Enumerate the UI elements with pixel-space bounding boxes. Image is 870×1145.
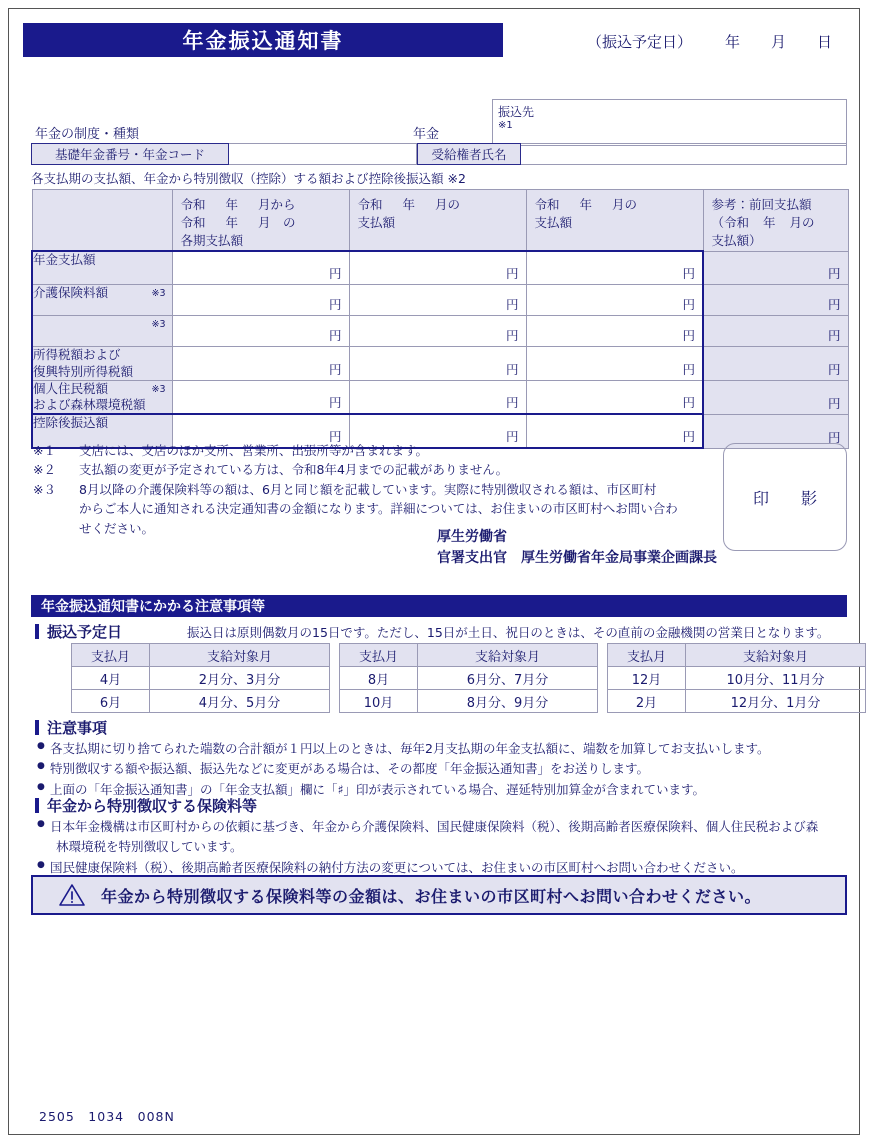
table-row bbox=[32, 285, 848, 316]
due-date-year: 年 bbox=[725, 33, 741, 51]
seal-box bbox=[723, 443, 847, 551]
row-label-text-line1: 個人住民税額 bbox=[33, 380, 109, 396]
col1-amount-label: 各期支払額 bbox=[180, 233, 244, 249]
footnote-3-cont1: からご本人に通知される決定通知書の金額になります。詳細については、お住まいの市区町村へお問い合わ bbox=[79, 501, 678, 517]
col2-month: 月の bbox=[435, 197, 461, 212]
table-row bbox=[72, 667, 866, 690]
cell-blank-insurance-month3[interactable] bbox=[526, 316, 703, 347]
schedule-target-month: 2月分、3月分 bbox=[150, 667, 330, 690]
header-period-column bbox=[172, 190, 349, 252]
footer-code: 2505 1034 008N bbox=[39, 1109, 175, 1124]
row-label-pension-payment bbox=[32, 251, 172, 285]
schedule-gap bbox=[598, 690, 608, 713]
footnote-mark: ※3 bbox=[151, 383, 166, 395]
list-item: ● 各支払期に切り捨てられた端数の合計額が１円以上のときは、毎年2月支払期の年金支払額に、端数を加算してお支払いします。 bbox=[37, 739, 852, 759]
row-label-text-line2: 復興特別所得税額 bbox=[33, 363, 134, 379]
list-item: ● 国民健康保険料（税）、後期高齢者医療保険料の納付方法の変更については、お住まいの市区町村へお問い合わせください。 bbox=[37, 858, 852, 878]
cell-pension-payment-month3[interactable] bbox=[526, 251, 703, 285]
schedule-gap bbox=[330, 690, 340, 713]
col2-amount-label: 支払額 bbox=[357, 215, 396, 231]
footnotes-block bbox=[33, 441, 723, 538]
col2-year: 年 bbox=[402, 197, 416, 212]
col4-year: 年 bbox=[763, 215, 776, 231]
amounts-table bbox=[31, 189, 849, 449]
yen-symbol: 円 bbox=[682, 395, 695, 411]
scheduled-transfer-date-label: （振込予定日） bbox=[587, 33, 693, 51]
cell-blank-insurance-reference[interactable] bbox=[703, 316, 848, 347]
cell-nursing-care-month2[interactable] bbox=[349, 285, 526, 316]
schedule-target-month: 8月分、9月分 bbox=[418, 690, 598, 713]
list-item: ● 上面の「年金振込通知書」の「年金支払額」欄に「♯」印が表示されている場合、遅延特別加算金が含まれています。 bbox=[37, 780, 852, 800]
cell-pension-payment-reference[interactable] bbox=[703, 251, 848, 285]
footnote-mark: ※3 bbox=[151, 288, 166, 300]
yen-symbol: 円 bbox=[827, 297, 841, 313]
col4-amount-label: 支払額） bbox=[711, 233, 762, 249]
yen-symbol: 円 bbox=[505, 361, 519, 377]
yen-symbol: 円 bbox=[827, 395, 841, 411]
yen-symbol: 円 bbox=[328, 429, 342, 445]
table-row bbox=[32, 316, 848, 347]
schedule-header-pay-month-3: 支払月 bbox=[608, 644, 686, 667]
footnote-2-mark: ※２ bbox=[33, 462, 56, 478]
row-label-blank-insurance bbox=[32, 316, 172, 347]
schedule-note: 振込日は原則偶数月の15日です。ただし、15日が土日、祝日のときは、その直前の金融機関の営業日となります。 bbox=[187, 625, 830, 640]
footnote-2-text: 支払額の変更が予定されている方は、令和8年4月までの記載がありません。 bbox=[79, 462, 509, 478]
yen-symbol: 円 bbox=[827, 429, 841, 445]
header-reference-column bbox=[703, 190, 848, 252]
footnote-3 bbox=[33, 480, 723, 499]
yen-symbol: 円 bbox=[682, 361, 695, 377]
footnote-1 bbox=[33, 441, 723, 460]
yen-symbol: 円 bbox=[328, 266, 342, 282]
schedule-pay-month: 4月 bbox=[72, 667, 150, 690]
amounts-table-caption: 各支払期の支払額、年金から特別徴収（控除）する額および控除後振込額 ※2 bbox=[31, 171, 466, 186]
schedule-target-month: 6月分、7月分 bbox=[418, 667, 598, 690]
row-label-resident-tax bbox=[32, 380, 172, 414]
payment-schedule-table bbox=[71, 643, 866, 713]
yen-symbol: 円 bbox=[505, 266, 519, 282]
basic-pension-number-label: 基礎年金番号・年金コード bbox=[31, 143, 229, 165]
schedule-pay-month: 6月 bbox=[72, 690, 150, 713]
table-row bbox=[32, 251, 848, 285]
schedule-target-month: 12月分、1月分 bbox=[686, 690, 866, 713]
row-label-income-tax bbox=[32, 347, 172, 381]
col3-year: 年 bbox=[579, 197, 593, 212]
signature-officer: 官署支出官 厚生労働省年金局事業企画課長 bbox=[437, 550, 717, 566]
yen-symbol: 円 bbox=[505, 429, 519, 445]
cell-resident-tax-period[interactable] bbox=[172, 380, 349, 414]
cell-resident-tax-month3[interactable] bbox=[526, 380, 703, 414]
schedule-target-month: 4月分、5月分 bbox=[150, 690, 330, 713]
col1-era2: 令和 bbox=[180, 215, 206, 231]
notice-section-title: 年金振込通知書にかかる注意事項等 bbox=[31, 595, 847, 617]
cell-income-tax-month3[interactable] bbox=[526, 347, 703, 381]
col3-month: 月の bbox=[612, 197, 638, 212]
yen-symbol: 円 bbox=[328, 395, 342, 411]
yen-symbol: 円 bbox=[827, 328, 841, 344]
yen-symbol: 円 bbox=[505, 395, 519, 411]
cell-resident-tax-reference[interactable] bbox=[703, 380, 848, 414]
row-label-nursing-care-insurance bbox=[32, 285, 172, 316]
col2-era: 令和 bbox=[357, 197, 383, 212]
row-label-text-line2: および森林環境税額 bbox=[33, 397, 146, 413]
cell-pension-payment-month2[interactable] bbox=[349, 251, 526, 285]
header-month3-column bbox=[526, 190, 703, 252]
document-page bbox=[8, 8, 860, 1135]
yen-symbol: 円 bbox=[328, 297, 342, 313]
table-row bbox=[32, 347, 848, 381]
cell-nursing-care-month3[interactable] bbox=[526, 285, 703, 316]
yen-symbol: 円 bbox=[682, 266, 695, 282]
yen-symbol: 円 bbox=[328, 328, 342, 344]
col3-amount-label: 支払額 bbox=[534, 215, 573, 231]
due-date-month: 月 bbox=[771, 33, 787, 51]
schedule-header-target-month-1: 支給対象月 bbox=[150, 644, 330, 667]
caution-list bbox=[37, 739, 852, 800]
schedule-pay-month: 12月 bbox=[608, 667, 686, 690]
yen-symbol: 円 bbox=[328, 361, 342, 377]
cell-pension-payment-period[interactable] bbox=[172, 251, 349, 285]
footnote-1-mark: ※１ bbox=[33, 443, 56, 458]
schedule-gap bbox=[598, 644, 608, 667]
schedule-header-target-month-3: 支給対象月 bbox=[686, 644, 866, 667]
footnote-mark: ※3 bbox=[151, 319, 166, 331]
footnote-3-mark: ※３ bbox=[33, 481, 56, 497]
seal-label: 印 影 bbox=[752, 488, 825, 508]
col3-era: 令和 bbox=[534, 197, 560, 212]
schedule-target-month: 10月分、11月分 bbox=[686, 667, 866, 690]
row-label-text: 介護保険料額 bbox=[33, 285, 109, 301]
yen-symbol: 円 bbox=[682, 328, 695, 344]
schedule-header-target-month-2: 支給対象月 bbox=[418, 644, 598, 667]
col4-era: （令和 bbox=[711, 215, 750, 231]
cell-income-tax-period[interactable] bbox=[172, 347, 349, 381]
col4-reference-label: 参考：前回支払額 bbox=[711, 197, 812, 212]
footnote-2 bbox=[33, 460, 723, 479]
warning-text: 年金から特別徴収する保険料等の金額は、お住まいの市区町村へお問い合わせください。 bbox=[101, 886, 762, 906]
schedule-gap bbox=[330, 644, 340, 667]
col1-year: 年 bbox=[225, 197, 239, 212]
col1-year2: 年 bbox=[225, 215, 239, 231]
schedule-pay-month: 2月 bbox=[608, 690, 686, 713]
cell-blank-insurance-period[interactable] bbox=[172, 316, 349, 347]
row-label-text-line1: 所得税額および bbox=[33, 347, 121, 363]
due-date-day: 日 bbox=[817, 33, 833, 51]
recipient-name-field[interactable] bbox=[521, 143, 847, 165]
pension-system-type-label: 年金の制度・種類 bbox=[35, 127, 140, 142]
col1-month-from: 月から bbox=[258, 197, 296, 212]
recipient-name-label: 受給権者氏名 bbox=[417, 143, 521, 165]
row-label-text: 年金支払額 bbox=[33, 252, 96, 268]
table-row bbox=[32, 380, 848, 414]
footnote-3-cont2: せください。 bbox=[79, 520, 155, 536]
header-blank-cell bbox=[32, 190, 172, 252]
schedule-header-row bbox=[72, 644, 866, 667]
schedule-pay-month: 10月 bbox=[340, 690, 418, 713]
schedule-gap bbox=[598, 667, 608, 690]
cell-income-tax-month2[interactable] bbox=[349, 347, 526, 381]
col4-month: 月の bbox=[789, 215, 815, 231]
amounts-table-header-row bbox=[32, 190, 848, 252]
warning-banner bbox=[31, 875, 847, 915]
table-row bbox=[72, 690, 866, 713]
footnote-3-text: 8月以降の介護保険料等の額は、6月と同じ額を記載しています。実際に特別徴収される額は、市区町村 bbox=[79, 481, 657, 497]
special-collection-heading: 年金から特別徴収する保険料等 bbox=[35, 795, 257, 816]
col1-month2: 月 の bbox=[258, 215, 296, 231]
col1-era: 令和 bbox=[180, 197, 206, 212]
yen-symbol: 円 bbox=[505, 297, 519, 313]
yen-symbol: 円 bbox=[827, 361, 841, 377]
list-item: ● 日本年金機構は市区町村からの依頼に基づき、年金から介護保険料、国民健康保険料（税）、後期高齢者医療保険料、個人住民税および森 bbox=[37, 817, 852, 837]
caution-heading: 注意事項 bbox=[35, 717, 107, 738]
cell-resident-tax-month2[interactable] bbox=[349, 380, 526, 414]
cell-income-tax-reference[interactable] bbox=[703, 347, 848, 381]
special-collection-list bbox=[37, 817, 852, 878]
header-month2-column bbox=[349, 190, 526, 252]
footnote-1-text: 支店には、支店のほか支所、営業所、出張所等が含まれます。 bbox=[79, 443, 429, 458]
cell-nursing-care-reference[interactable] bbox=[703, 285, 848, 316]
list-item-continuation: 林環境税を特別徴収しています。 bbox=[56, 839, 243, 855]
transfer-destination-box bbox=[492, 99, 847, 146]
schedule-gap bbox=[330, 667, 340, 690]
transfer-destination-label: 振込先 bbox=[498, 105, 535, 119]
transfer-destination-footnote-mark: ※1 bbox=[498, 120, 513, 131]
yen-symbol: 円 bbox=[827, 266, 841, 282]
list-item: ● 特別徴収する額や振込額、振込先などに変更がある場合は、その都度「年金振込通知書」をお送りします。 bbox=[37, 759, 852, 779]
row-label-text: 控除後振込額 bbox=[33, 415, 109, 431]
basic-pension-number-field[interactable] bbox=[229, 143, 417, 165]
schedule-heading: 振込予定日 bbox=[35, 621, 122, 642]
signature-ministry: 厚生労働省 bbox=[437, 529, 507, 545]
cell-blank-insurance-month2[interactable] bbox=[349, 316, 526, 347]
schedule-header-pay-month-2: 支払月 bbox=[340, 644, 418, 667]
cell-nursing-care-period[interactable] bbox=[172, 285, 349, 316]
schedule-header-pay-month-1: 支払月 bbox=[72, 644, 150, 667]
yen-symbol: 円 bbox=[505, 328, 519, 344]
schedule-pay-month: 8月 bbox=[340, 667, 418, 690]
document-title: 年金振込通知書 bbox=[23, 23, 503, 57]
warning-triangle-icon bbox=[59, 883, 85, 907]
yen-symbol: 円 bbox=[682, 297, 695, 313]
yen-symbol: 円 bbox=[682, 429, 695, 445]
signature-block bbox=[437, 527, 717, 569]
pension-word: 年金 bbox=[413, 127, 440, 142]
identity-row bbox=[31, 143, 847, 165]
